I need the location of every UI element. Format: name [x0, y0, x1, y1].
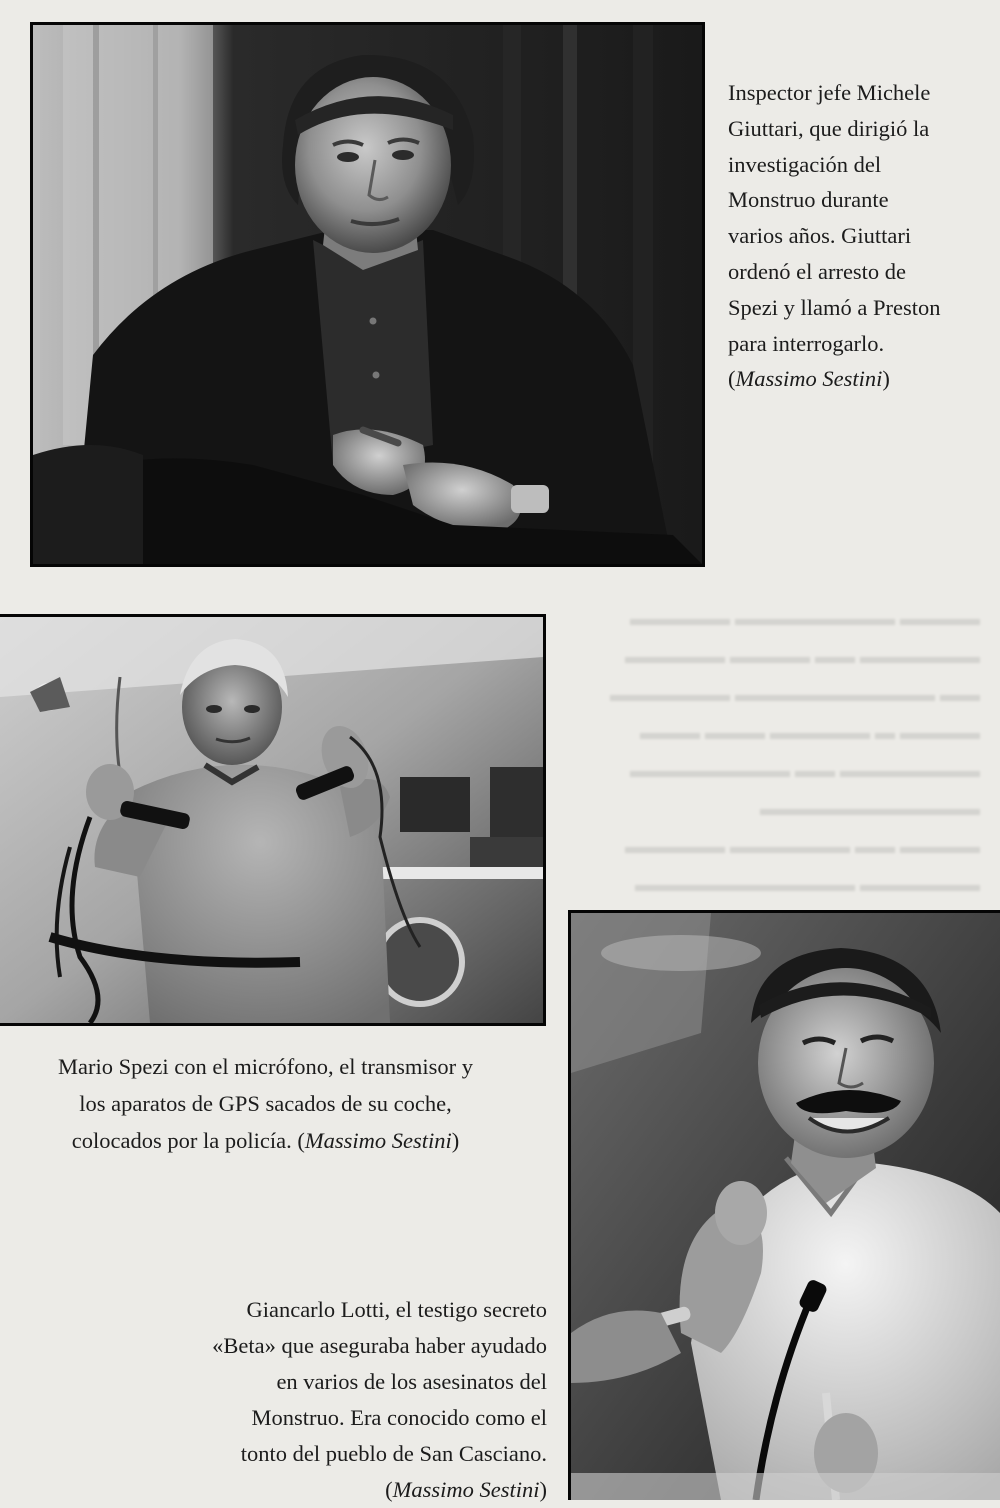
- caption-line: «Beta» que aseguraba haber ayudado: [212, 1333, 547, 1358]
- photo-spezi: [0, 614, 546, 1026]
- caption-giuttari: [728, 75, 993, 397]
- caption-line: Giuttari, que dirigió la: [728, 115, 930, 141]
- photo-credit: (Massimo Sestini): [385, 1477, 547, 1502]
- caption-line: colocados por la policía. (Massimo Sestini): [71, 1128, 460, 1153]
- photo-giuttari-image: [33, 25, 702, 564]
- photo-credit-name: Massimo Sestini: [304, 1128, 452, 1153]
- photo-giuttari: [30, 22, 705, 567]
- caption-line: en varios de los asesinatos del: [276, 1369, 547, 1394]
- caption-line: ordenó el arresto de: [728, 258, 907, 284]
- caption-line: Mario Spezi con el micrófono, el transmisor y: [58, 1054, 473, 1079]
- caption-line: tonto del pueblo de San Casciano.: [240, 1441, 547, 1466]
- caption-line: Spezi y llamó a Preston: [728, 294, 941, 320]
- photo-spezi-image: [0, 617, 543, 1023]
- photo-credit-name: Massimo Sestini: [392, 1477, 540, 1502]
- photo-lotti-image: [571, 913, 1000, 1500]
- caption-line: los aparatos de GPS sacados de su coche,: [79, 1091, 452, 1116]
- caption-line: Inspector jefe Michele: [728, 80, 931, 105]
- photo-lotti: [568, 910, 1000, 1500]
- caption-line: Monstruo durante: [728, 187, 889, 213]
- caption-line: varios años. Giuttari: [728, 223, 912, 249]
- caption-spezi: [18, 1048, 513, 1159]
- caption-line: Monstruo. Era conocido como el: [251, 1405, 547, 1430]
- photo-credit: (Massimo Sestini): [728, 366, 890, 392]
- caption-last-line-text: colocados por la policía.: [71, 1128, 292, 1153]
- caption-line: investigación del: [728, 151, 882, 177]
- caption-line: Giancarlo Lotti, el testigo secreto: [246, 1297, 547, 1322]
- caption-line: para interrogarlo.: [728, 330, 885, 356]
- caption-lotti: [150, 1292, 547, 1508]
- photo-credit-name: Massimo Sestini: [735, 366, 883, 392]
- page-bleed-through: ▬▬▬▬ ▬▬▬▬▬▬▬▬ ▬▬▬▬▬ ▬▬▬▬▬▬ ▬▬ ▬▬▬▬ ▬▬▬▬▬ ▬▬ ▬▬▬▬▬▬▬▬▬▬ ▬▬▬▬▬▬ ▬▬▬▬ ▬ ▬▬▬▬▬ ▬▬▬ ▬▬▬ ▬▬▬▬▬▬▬ ▬▬ ▬▬▬▬▬▬▬▬ ▬▬▬▬▬▬▬▬▬▬▬ ▬▬▬▬ ▬▬ ▬▬▬▬▬▬ ▬▬▬▬▬ ▬▬▬▬▬▬ ▬▬▬▬▬▬▬▬▬▬▬: [610, 608, 980, 896]
